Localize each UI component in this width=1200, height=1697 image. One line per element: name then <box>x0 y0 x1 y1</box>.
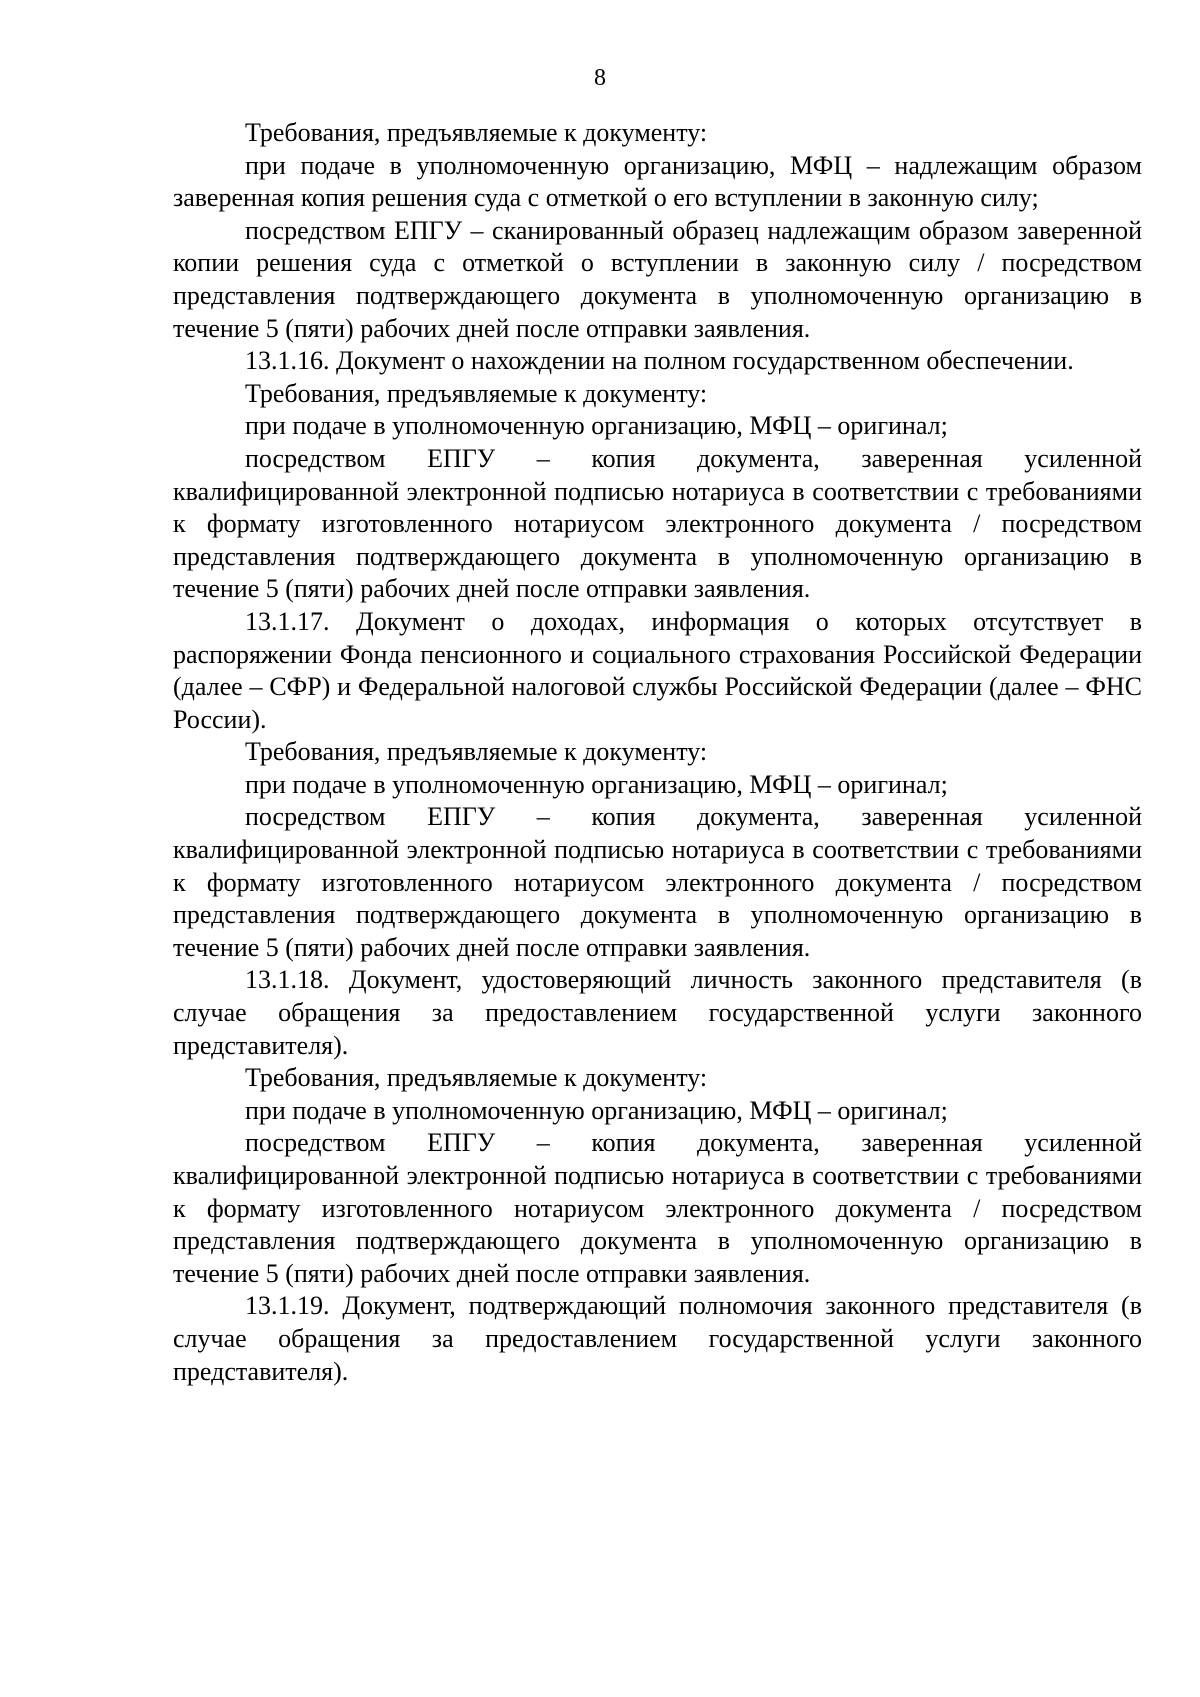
paragraph-requirements-heading: Требования, предъявляемые к документу: <box>245 737 708 767</box>
paragraph-section-13-1-19: 13.1.19. Документ, подтверждающий полномочия законного представителя (в случае обращения за предоставлением государственной услуги законного представителя). <box>173 1291 1142 1386</box>
paragraph-mfc-submission: при подаче в уполномоченную организацию, МФЦ – оригинал; <box>245 1095 948 1125</box>
paragraph-requirements-heading: Требования, предъявляемые к документу: <box>245 118 708 147</box>
paragraph-epgu-submission: посредством ЕПГУ – копия документа, заверенная усиленной квалифицированной электронной подписью нотариуса в соответствии с требованиями к формату изготовленного нотариусом электронного документа / посредством представления подтверждающего документа в уполномоченную организацию в течение 5 (пяти) рабочих дней после отправки заявления. <box>173 802 1142 962</box>
document-body <box>173 117 1142 1388</box>
paragraph-requirements-heading: Требования, предъявляемые к документу: <box>245 1063 708 1093</box>
paragraph-section-13-1-18: 13.1.18. Документ, удостоверяющий личность законного представителя (в случае обращения за предоставлением государственной услуги законного представителя). <box>173 965 1142 1060</box>
page-number: 8 <box>594 65 606 91</box>
paragraph-epgu-submission: посредством ЕПГУ – копия документа, заверенная усиленной квалифицированной электронной подписью нотариуса в соответствии с требованиями к формату изготовленного нотариусом электронного документа / посредством представления подтверждающего документа в уполномоченную организацию в течение 5 (пяти) рабочих дней после отправки заявления. <box>173 1128 1142 1288</box>
paragraph-section-13-1-16: 13.1.16. Документ о нахождении на полном государственном обеспечении. <box>245 346 1074 376</box>
paragraph-epgu-submission: посредством ЕПГУ – копия документа, заверенная усиленной квалифицированной электронной подписью нотариуса в соответствии с требованиями к формату изготовленного нотариусом электронного документа / посредством представления подтверждающего документа в уполномоченную организацию в течение 5 (пяти) рабочих дней после отправки заявления. <box>173 443 1142 604</box>
paragraph-requirements-heading: Требования, предъявляемые к документу: <box>245 378 708 408</box>
paragraph-mfc-submission: при подаче в уполномоченную организацию, МФЦ – оригинал; <box>245 769 948 799</box>
paragraph-section-13-1-17: 13.1.17. Документ о доходах, информация о которых отсутствует в распоряжении Фонда пенсионного и социального страхования Российской Федерации (далее – СФР) и Федеральной налоговой службы Российской Федерации (далее – ФНС России). <box>173 606 1142 734</box>
paragraph-mfc-submission: при подаче в уполномоченную организацию, МФЦ – надлежащим образом заверенная копия решения суда с отметкой о его вступлении в законную силу; <box>173 150 1142 213</box>
paragraph-epgu-submission: посредством ЕПГУ – сканированный образец надлежащим образом заверенной копии решения суда с отметкой о вступлении в законную силу / посредством представления подтверждающего документа в уполномоченную организацию в течение 5 (пяти) рабочих дней после отправки заявления. <box>173 215 1142 343</box>
paragraph-mfc-submission: при подаче в уполномоченную организацию, МФЦ – оригинал; <box>245 411 948 441</box>
